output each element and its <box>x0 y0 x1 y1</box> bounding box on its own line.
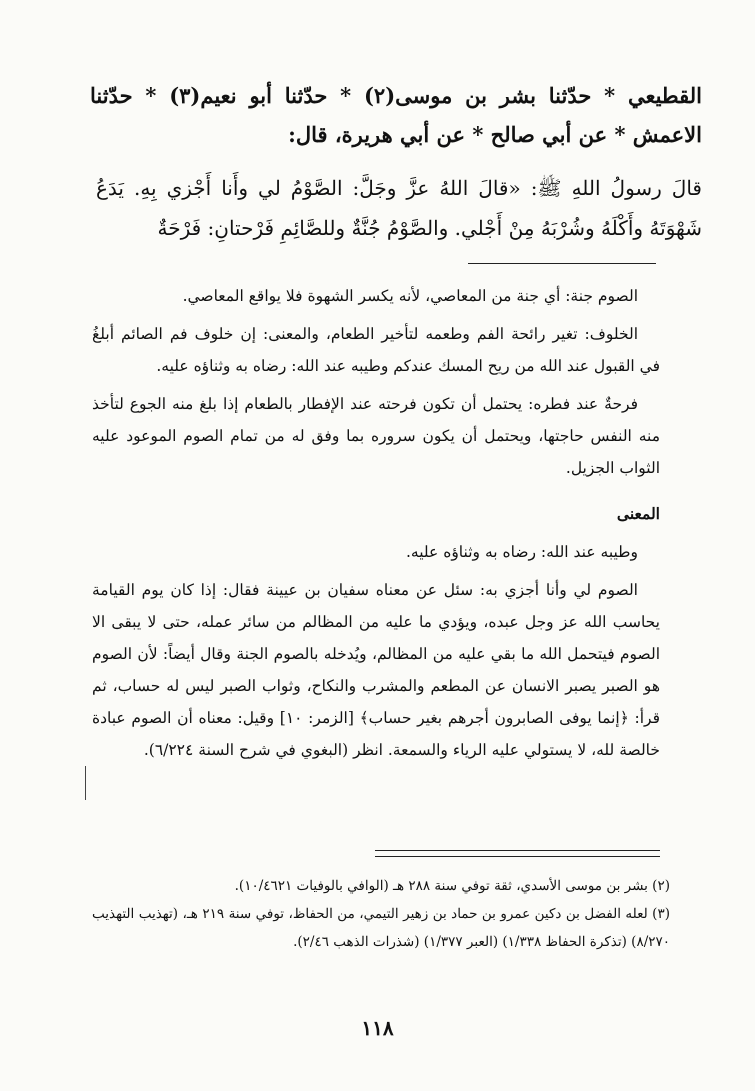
footnotes <box>92 872 670 956</box>
commentary-paragraph: وطيبه عند الله: رضاه به وثناؤه عليه. <box>405 543 638 561</box>
commentary <box>92 280 660 772</box>
footnote: (٢) بشر بن موسى الأسدي، ثقة توفي سنة ٢٨٨ هـ (الوافي بالوفيات ١٠/٤٦٢١). <box>234 878 670 894</box>
isnad-chain: القطيعي * حدّثنا بشر بن موسى(٢) * حدّثنا أبو نعيم(٣) * حدّثنا الاعمش * عن أبي صالح * عن أبي هريرة، قال: <box>90 83 702 147</box>
footnote: (٣) لعله الفضل بن دكين عمرو بن حماد بن زهير التيمي، من الحفاظ، توفي سنة ٢١٩ هـ، (تهذيب التهذيب ٨/٢٧٠) (تذكرة الحفاظ ١/٣٣٨) (العبر ١/٣٧٧) (شذرات الذهب ٢/٤٦). <box>92 906 670 950</box>
commentary-paragraph: فرحةٌ عند فطره: يحتمل أن تكون فرحته عند الإفطار بالطعام إذا بلغ منه الجوع لتأخذ منه النفس حاجتها، ويحتمل أن يكون سروره بما وفق له من تمام الصوم الموعود عليه الثواب الجزيل. <box>92 395 660 477</box>
page-number: ١١٨ <box>361 1016 394 1040</box>
separator-rule <box>468 263 656 264</box>
commentary-paragraph: الخلوف: تغير رائحة الفم وطعمه لتأخير الطعام، والمعنى: إن خلوف فم الصائم أبلغُ في القبول عند الله من ريح المسك عندكم وطيبه عند الله: رضاه به وثناؤه عليه. <box>92 325 660 375</box>
hadith-text: قالَ رسولُ اللهِ ﷺ: «قالَ اللهُ عزَّ وجَلَّ: الصَّوْمُ لي وأَنا أَجْزي بِهِ. يَدَعُ شَهْوَتَهُ وأَكْلَهُ وشُرْبَهُ مِنْ أَجْلي. والصَّوْمُ جُنَّةٌ وللصَّائِمِ فَرْحتانِ: فَرْحَةٌ <box>96 176 702 240</box>
footnote-separator <box>375 850 660 857</box>
section-heading: المعنى <box>616 504 660 523</box>
commentary-paragraph: الصوم لي وأنا أجزي به: سئل عن معناه سفيان بن عيينة فقال: إذا كان يوم القيامة يحاسب الله عز وجل عبده، ويؤدي ما عليه من المظالم من سائر عمله، حتى لا يبقى الا الصوم فيتحمل الله ما بقي عليه من المظالم، ويُدخله بالصوم الجنة وقال أيضاً: لأن الصوم هو الصبر يصبر الانسان عن المطعم والمشرب والنكاح، وثواب الصبر ليس له حساب، ثم قرأ: ﴿إنما يوفى الصابرون أجرهم بغير حساب﴾ [الزمر: ١٠] وقيل: معناه أن الصوم عبادة خالصة لله، لا يستولي عليه الرياء والسمعة. انظر (البغوي في شرح السنة ٦/٢٢٤). <box>92 581 660 759</box>
margin-mark <box>85 766 86 800</box>
commentary-paragraph: الصوم جنة: أي جنة من المعاصي، لأنه يكسر الشهوة فلا يواقع المعاصي. <box>182 287 638 305</box>
